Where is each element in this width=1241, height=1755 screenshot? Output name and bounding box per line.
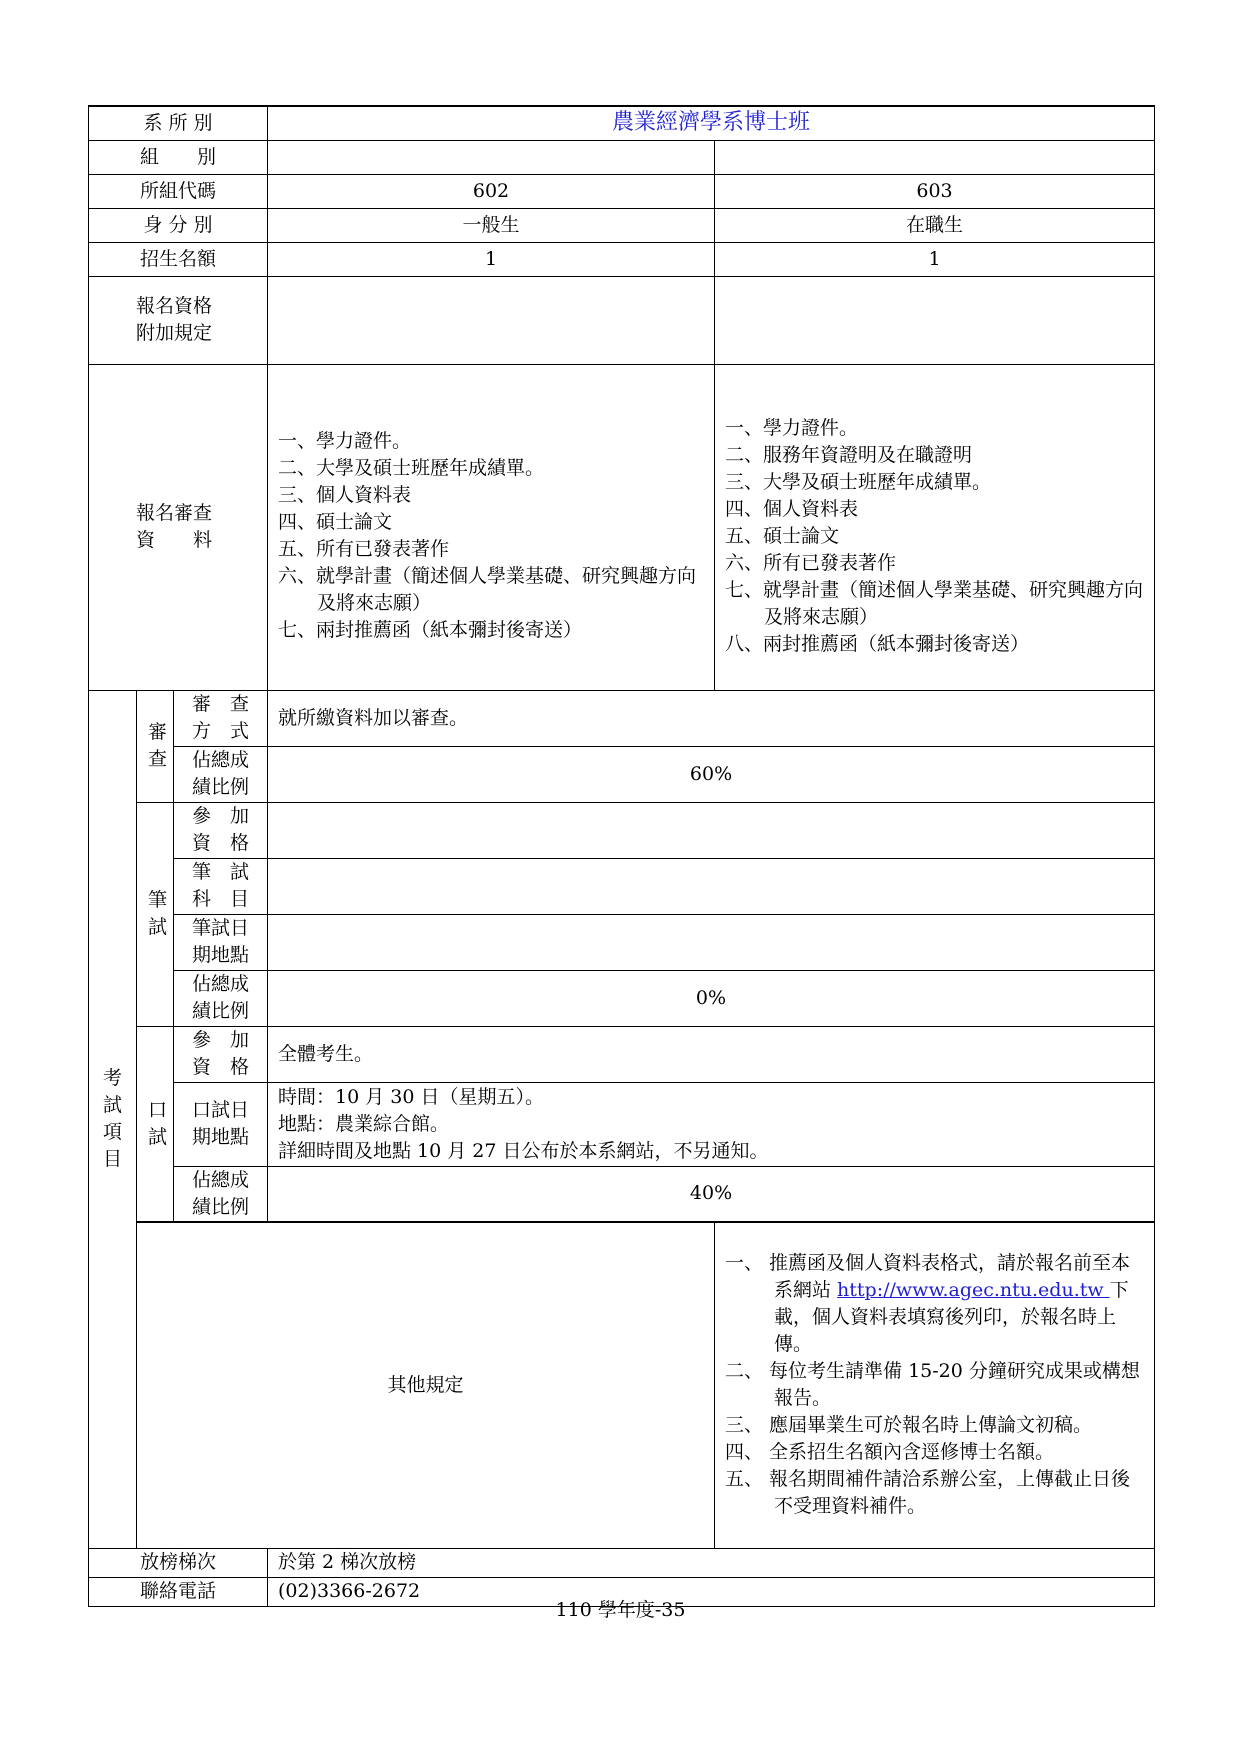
list-item: 八、兩封推薦函（紙本彌封後寄送） bbox=[725, 632, 1030, 655]
other-rule-item: 一、 推薦函及個人資料表格式，請於報名前至本系網站 http://www.agec.ntu.edu.tw 下載，個人資料表填寫後列印，於報名時上傳。 bbox=[725, 1252, 1131, 1356]
list-item: 五、碩士論文 bbox=[725, 524, 840, 547]
status-a: 一般生 bbox=[268, 208, 715, 242]
review-docs-a bbox=[268, 364, 715, 690]
list-item: 七、就學計畫（簡述個人學業基礎、研究興趣方向及將來志願） bbox=[725, 578, 1144, 628]
status-label: 身 分 別 bbox=[89, 208, 268, 242]
oral-ratio-label: 佔總成 績比例 bbox=[174, 1166, 268, 1222]
extra-rules-label: 報名資格 附加規定 bbox=[89, 276, 268, 364]
oral-eligibility-label: 參 加 資 格 bbox=[174, 1026, 268, 1082]
written-date-label: 筆試日 期地點 bbox=[174, 914, 268, 970]
written-ratio-label: 佔總成 績比例 bbox=[174, 970, 268, 1026]
list-item: 三、個人資料表 bbox=[278, 484, 412, 506]
code-b: 603 bbox=[715, 174, 1155, 208]
list-item: 六、所有已發表著作 bbox=[725, 551, 897, 574]
dept-value bbox=[268, 106, 1155, 140]
review-docs-list-a bbox=[278, 428, 704, 644]
code-label: 所組代碼 bbox=[89, 174, 268, 208]
release-value: 於第 2 梯次放榜 bbox=[268, 1548, 1155, 1577]
other-rules-list bbox=[725, 1250, 1144, 1520]
extra-rules-a bbox=[268, 276, 715, 364]
written-ratio-value: 0% bbox=[268, 970, 1155, 1026]
quota-a: 1 bbox=[268, 242, 715, 276]
dept-label: 系 所 別 bbox=[89, 106, 268, 140]
review-ratio-value: 60% bbox=[268, 746, 1155, 802]
list-item: 三、 應屆畢業生可於報名時上傳論文初稿。 bbox=[725, 1414, 1093, 1437]
code-a: 602 bbox=[268, 174, 715, 208]
review-docs-list-b bbox=[725, 415, 1144, 658]
admission-table bbox=[88, 105, 1155, 1607]
dept-website-link[interactable]: http://www.agec.ntu.edu.tw bbox=[837, 1279, 1110, 1302]
review-method-label: 審 查 方 式 bbox=[174, 690, 268, 746]
list-item: 一、學力證件。 bbox=[278, 430, 412, 452]
list-item: 四、個人資料表 bbox=[725, 497, 859, 520]
list-item: 五、 報名期間補件請洽系辦公室，上傳截止日後不受理資料補件。 bbox=[725, 1468, 1131, 1518]
group-label: 組 別 bbox=[89, 140, 268, 174]
list-item: 二、 每位考生請準備 15-20 分鐘研究成果或構想報告。 bbox=[725, 1360, 1140, 1410]
list-item: 四、 全系招生名額內含逕修博士名額。 bbox=[725, 1441, 1055, 1464]
review-ratio-label: 佔總成 績比例 bbox=[174, 746, 268, 802]
review-docs-b bbox=[715, 364, 1155, 690]
review-method-value: 就所繳資料加以審查。 bbox=[268, 690, 1155, 746]
list-item: 三、大學及碩士班歷年成績單。 bbox=[725, 470, 992, 493]
review-docs-label: 報名審查 資 料 bbox=[89, 364, 268, 690]
exam-group-label: 考試項目 bbox=[89, 690, 137, 1548]
oral-ratio-value: 40% bbox=[268, 1166, 1155, 1222]
extra-rules-b bbox=[715, 276, 1155, 364]
list-item: 四、碩士論文 bbox=[278, 511, 393, 533]
page-footer: 110 學年度-35 bbox=[555, 1599, 686, 1621]
written-label: 筆試 bbox=[137, 802, 174, 1026]
oral-label: 口試 bbox=[137, 1026, 174, 1222]
phone-value: (02)3366-2672 bbox=[268, 1577, 1155, 1606]
program-title: 農業經濟學系博士班 bbox=[612, 110, 811, 136]
list-item: 二、服務年資證明及在職證明 bbox=[725, 443, 973, 466]
quota-label: 招生名額 bbox=[89, 242, 268, 276]
written-eligibility-label: 參 加 資 格 bbox=[174, 802, 268, 858]
group-value-a bbox=[268, 140, 715, 174]
list-item: 一、學力證件。 bbox=[725, 416, 859, 439]
list-item: 五、所有已發表著作 bbox=[278, 538, 450, 560]
other-rules-label: 其他規定 bbox=[137, 1222, 715, 1548]
status-b: 在職生 bbox=[715, 208, 1155, 242]
oral-date-label: 口試日 期地點 bbox=[174, 1082, 268, 1166]
oral-date-value: 時間：10 月 30 日（星期五）。 地點：農業綜合館。 詳細時間及地點 10 月 27 日公布於本系網站，不另通知。 bbox=[268, 1082, 1155, 1166]
group-value-b bbox=[715, 140, 1155, 174]
written-subject-value bbox=[268, 858, 1155, 914]
list-item: 七、兩封推薦函（紙本彌封後寄送） bbox=[278, 619, 583, 641]
written-subject-label: 筆 試 科 目 bbox=[174, 858, 268, 914]
phone-label: 聯絡電話 bbox=[89, 1577, 268, 1606]
written-eligibility-value bbox=[268, 802, 1155, 858]
written-date-value bbox=[268, 914, 1155, 970]
release-label: 放榜梯次 bbox=[89, 1548, 268, 1577]
oral-eligibility-value: 全體考生。 bbox=[268, 1026, 1155, 1082]
list-item: 六、就學計畫（簡述個人學業基礎、研究興趣方向及將來志願） bbox=[278, 565, 697, 614]
review-label: 審查 bbox=[137, 690, 174, 802]
quota-b: 1 bbox=[715, 242, 1155, 276]
other-rules-value bbox=[715, 1222, 1155, 1548]
list-item: 二、大學及碩士班歷年成績單。 bbox=[278, 457, 545, 479]
